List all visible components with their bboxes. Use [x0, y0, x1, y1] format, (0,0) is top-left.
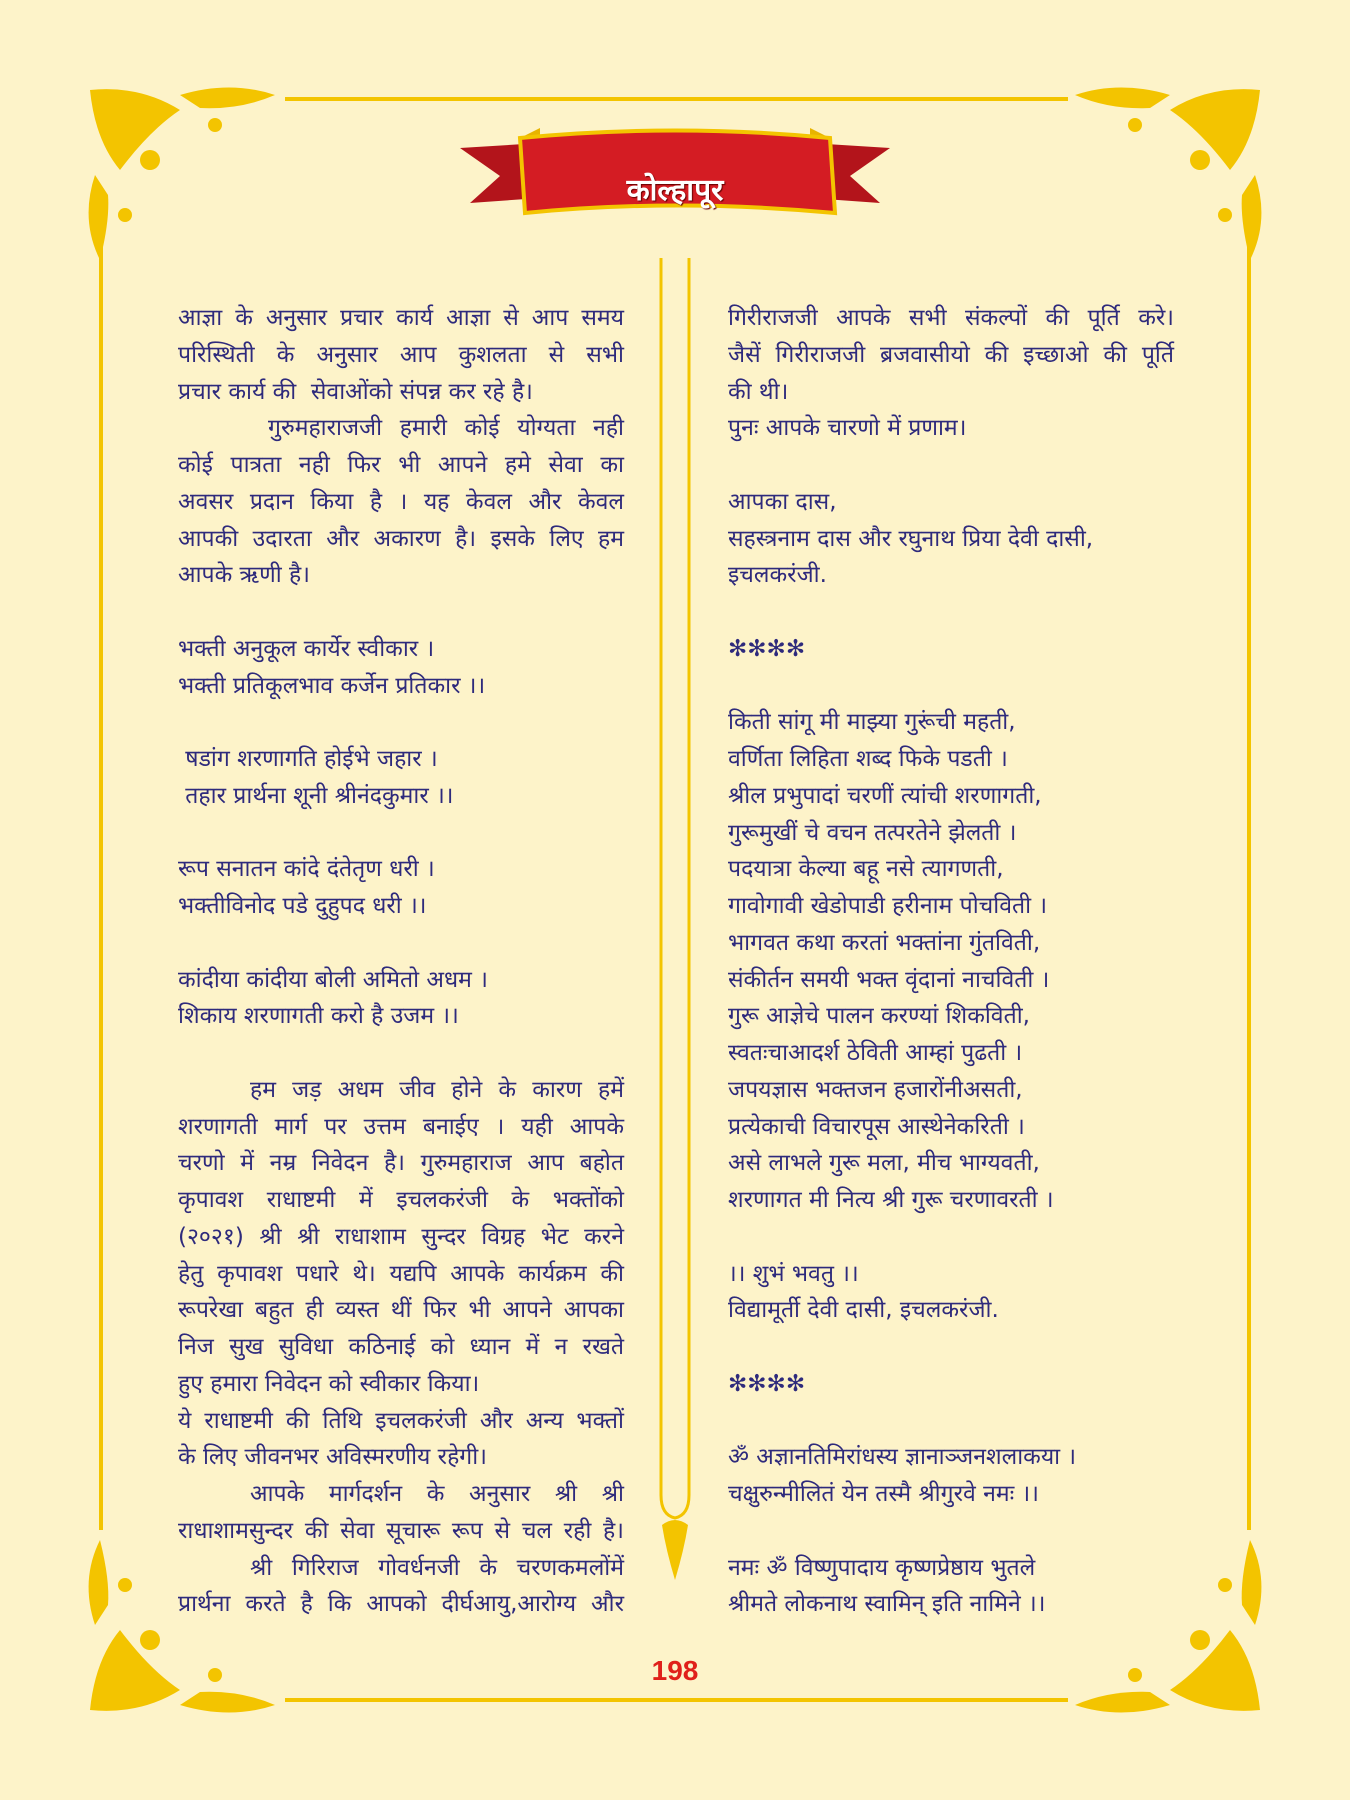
text-line: चक्षुरुन्मीलितं येन तस्मै श्रीगुरवे नमः ।। [728, 1481, 1039, 1507]
text-line: ।। शुभं भवतु ।। [728, 1260, 859, 1287]
blank-line [728, 1219, 1174, 1256]
blank-line [728, 1403, 1174, 1440]
text-line: जैसें गिरीराजजी ब्रजवासीयो की इच्छाओ की पूर्ति [728, 341, 1174, 368]
blank-line [728, 594, 1174, 631]
text-line: भक्ती प्रतिकूलभाव कर्जेन प्रतिकार ।। [178, 672, 486, 699]
text-line: अवसर प्रदान किया है । यह केवल और केवल [178, 488, 624, 515]
text-line: जपयज्ञास भक्तजन हजारोंनीअसती, [728, 1076, 1023, 1103]
blank-line [728, 447, 1174, 484]
text-line: संकीर्तन समयी भक्त वृंदानां नाचविती । [728, 966, 1050, 993]
text-line: परिस्थिती के अनुसार आप कुशलता से सभी [178, 341, 624, 368]
text-line: वर्णिता लिहिता शब्द फिके पडती । [728, 746, 1008, 772]
blank-line [178, 1035, 624, 1072]
text-line: गुरू आज्ञेचे पालन करण्यां शिकविती, [728, 1003, 1030, 1030]
text-line: गुरूमुखीं चे वचन तत्परतेने झेलती । [728, 819, 1017, 846]
text-line: (२०२१) श्री श्री राधाशाम सुन्दर विग्रह भेट करने [178, 1223, 624, 1250]
text-line: चरणो में नम्र निवेदन है। गुरुमहाराज आप बहोत [178, 1150, 624, 1177]
text-line: नमः ॐ विष्णुपादाय कृष्णप्रेष्ठाय भुतले [728, 1554, 1036, 1581]
text-line: कृपावश राधाष्टमी में इचलकरंजी के भक्तोंको [178, 1187, 624, 1213]
text-line: आज्ञा के अनुसार प्रचार कार्य आज्ञा से आप समय [178, 305, 624, 331]
text-line: श्रील प्रभुपादां चरणीं त्यांची शरणागती, [728, 782, 1042, 809]
text-line: राधाशामसुन्दर की सेवा सूचारू रूप से चल रही है। [178, 1517, 624, 1544]
page-number: 198 [651, 1655, 699, 1686]
left-text-column [178, 300, 624, 1623]
text-line: पुनः आपके चारणो में प्रणाम। [728, 415, 967, 442]
text-line: प्रार्थना करते है कि आपको दीर्घआयु,आरोग्य और [178, 1591, 624, 1618]
text-line: निज सुख सुविधा कठिनाई को ध्यान में न रखते [178, 1334, 624, 1360]
text-line: किती सांगू मी माझ्या गुरूंची महती, [728, 709, 1016, 736]
text-line: भक्तीविनोद पडे दुहुपद धरी ।। [178, 893, 427, 919]
text-line: के लिए जीवनभर अविस्मरणीय रहेगी। [178, 1444, 487, 1471]
blank-line [178, 704, 624, 741]
text-line: शरणागती मार्ग पर उत्तम बनाईए । यही आपके [178, 1113, 624, 1140]
text-line: हेतु कृपावश पधारे थे। यद्यपि आपके कार्यक्रम की [178, 1260, 624, 1287]
right-text-column [728, 300, 1174, 1623]
blank-line [728, 668, 1174, 705]
text-line: रूपरेखा बहुत ही व्यस्त थीं फिर भी आपने आपका [178, 1297, 624, 1324]
blank-line [178, 925, 624, 962]
text-line: आपके मार्गदर्शन के अनुसार श्री श्री [250, 1481, 624, 1507]
text-line: आपकी उदारता और अकारण है। इसके लिए हम [178, 525, 624, 552]
text-line: रूप सनातन कांदे दंतेतृण धरी । [178, 856, 435, 883]
page-title: कोल्हापूर [626, 173, 724, 208]
text-line: तहार प्रार्थना शूनी श्रीनंदकुमार ।। [178, 782, 454, 809]
text-line: हम जड़ अधम जीव होने के कारण हमें [250, 1076, 624, 1103]
text-line: गुरुमहाराजजी हमारी कोई योग्यता नही [268, 415, 624, 442]
text-line: षडांग शरणागति होईभे जहार । [178, 746, 438, 772]
text-line: गिरीराजजी आपके सभी संकल्पों की पूर्ति करे। [728, 305, 1174, 331]
text-line: गावोगावी खेडोपाडी हरीनाम पोचविती । [728, 893, 1048, 919]
text-line: विद्यामूर्ती देवी दासी, इचलकरंजी. [728, 1297, 999, 1324]
text-line: ✻✻✻✻ [728, 635, 806, 662]
text-line: कोई पात्रता नही फिर भी आपने हमे सेवा का [178, 452, 624, 478]
text-line: स्वतःचाआदर्श ठेविती आम्हां पुढती । [728, 1040, 1023, 1066]
text-line: शिकाय शरणागती करो है उजम ।। [178, 1003, 459, 1030]
text-line: ✻✻✻✻ [728, 1370, 806, 1397]
text-line: आपका दास, [728, 488, 837, 515]
text-line: श्रीमते लोकनाथ स्वामिन् इति नामिने ।। [728, 1591, 1046, 1618]
text-line: प्रत्येकाची विचारपूस आस्थेनेकरिती । [728, 1113, 1025, 1140]
text-line: ॐ अज्ञानतिमिरांधस्य ज्ञानाञ्जनशलाकया । [728, 1444, 1077, 1471]
divider-drop-ornament [662, 1520, 688, 1580]
text-line: भक्ती अनुकूल कार्येर स्वीकार । [178, 635, 435, 662]
text-line: असे लाभले गुरू मला, मीच भाग्यवती, [728, 1150, 1040, 1177]
text-line: आपके ऋणी है। [178, 562, 310, 589]
blank-line [728, 1329, 1174, 1366]
text-line: श्री गिरिराज गोवर्धनजी के चरणकमलोंमें [250, 1554, 624, 1581]
text-line: पदयात्रा केल्या बहू नसे त्यागणती, [728, 856, 1004, 883]
text-line: इचलकरंजी. [728, 562, 827, 589]
text-line: ये राधाष्टमी की तिथि इचलकरंजी और अन्य भक्तों [178, 1407, 624, 1434]
text-line: भागवत कथा करतां भक्तांना गुंतविती, [728, 929, 1041, 956]
text-line: हुए हमारा निवेदन को स्वीकार किया। [178, 1370, 480, 1397]
text-line: कांदीया कांदीया बोली अमितो अधम । [178, 966, 488, 993]
text-line: सहस्त्रनाम दास और रघुनाथ प्रिया देवी दासी, [728, 525, 1094, 552]
text-line: प्रचार कार्य की सेवाओंको संपन्न कर रहे है। [178, 378, 533, 405]
blank-line [178, 594, 624, 631]
text-line: शरणागत मी नित्य श्री गुरू चरणावरती । [728, 1187, 1054, 1213]
blank-line [728, 1513, 1174, 1550]
blank-line [178, 815, 624, 852]
text-line: की थी। [728, 378, 789, 405]
